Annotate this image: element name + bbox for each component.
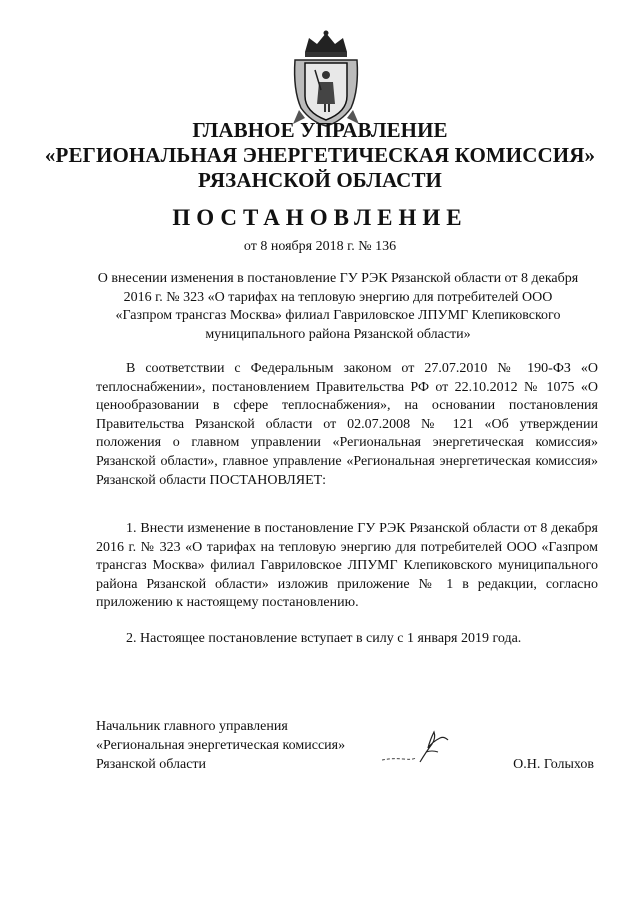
signatory-title-line1: Начальник главного управления <box>96 719 288 734</box>
org-name-line2: «РЕГИОНАЛЬНАЯ ЭНЕРГЕТИЧЕСКАЯ КОМИССИЯ» <box>44 143 596 167</box>
coat-of-arms-icon <box>291 30 361 128</box>
org-name-line3: РЯЗАНСКОЙ ОБЛАСТИ <box>198 168 442 192</box>
preamble-paragraph: В соответствии с Федеральным законом от 27.07.2010 № 190-ФЗ «О теплоснабжении», постановлением Правительства РФ от 22.10.2012 № 1075 «О ценообразовании в сфере теплоснабжения», на основании постановления Правительства Рязанской области от 02.07.2008 № 121 «Об утверждении положения о главном управлении «Региональная энергетическая комиссия» Рязанской области», главное управление «Региональная энергетическая комиссия» Рязанской области ПОСТАНОВЛЯЕТ: <box>96 361 598 488</box>
signatory-name: О.Н. Голыхов <box>513 757 594 772</box>
handwritten-signature <box>382 722 452 772</box>
document-subject: О внесении изменения в постановление ГУ РЭК Рязанской области от 8 декабря 2016 г. № 323 «О тарифах на тепловую энергию для потребителей ООО «Газпром трансгаз Москва» филиал Гавриловское ЛПУМГ Клепиковского муниципального района Рязанской области» <box>97 271 579 343</box>
document-date-number: от 8 ноября 2018 г. № 136 <box>243 239 397 254</box>
signatory-title-line3: Рязанской области <box>96 757 207 772</box>
org-name-line1: ГЛАВНОЕ УПРАВЛЕНИЕ <box>192 118 448 142</box>
resolution-item-2: 2. Настоящее постановление вступает в силу с 1 января 2019 года. <box>126 631 522 646</box>
signatory-title-line2: «Региональная энергетическая комиссия» <box>96 738 346 753</box>
document-type: ПОСТАНОВЛЕНИЕ <box>172 205 468 230</box>
resolution-item-1: 1. Внести изменение в постановление ГУ РЭК Рязанской области от 8 декабря 2016 г. № 323 «О тарифах на тепловую энергию для потребителей ООО «Газпром трансгаз Москва» филиал Гавриловское ЛПУМГ Клепиковского муниципального района Рязанской области» изложив приложение № 1 в редакции, согласно приложению к настоящему постановлению. <box>96 521 598 611</box>
